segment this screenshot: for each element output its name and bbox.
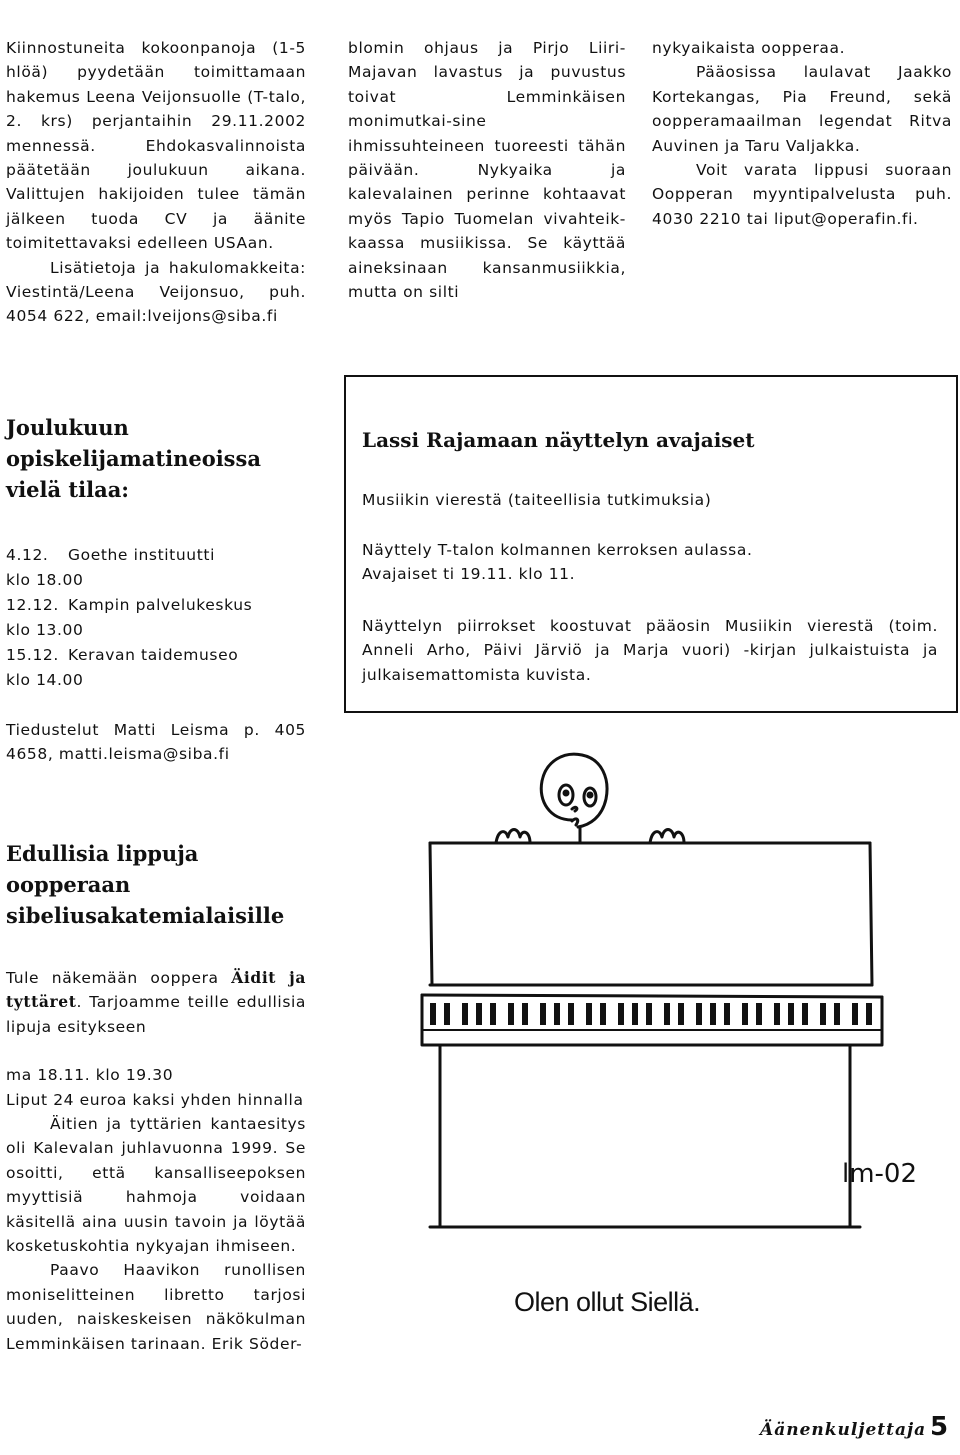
opera-modern-line: nykyaikaista oopperaa. [652, 39, 846, 57]
exhibition-description: Näyttelyn piirrokset koostuvat pääosin Musiikin vierestä (toim. Anneli Arho, Päivi Järviö ja Marja vuori) -kirjan julkaistuista ja julkaisemattomista kuvista. [362, 617, 938, 684]
cast-paragraph: Pääosissa laulavat Jaakko Kortekangas, Pia Freund, sekä oopperamaailman legendat Ritva Auvinen ja Taru Valjakka. [652, 63, 952, 155]
intro-column-1 [6, 36, 306, 329]
magazine-name: Äänenkuljettaja [760, 1420, 927, 1440]
schedule-row [6, 593, 306, 618]
tickets-title-line: Edullisia lippuja [6, 841, 199, 866]
right-hand [650, 830, 684, 844]
intro-column-2 [348, 36, 626, 304]
event-time: klo 13.00 [6, 621, 84, 639]
opera-review-paragraph: blomin ohjaus ja Pirjo Liiri-Majavan lavastus ja puvustus toivat Lemminkäisen monimutkai-sine ihmissuhteineen tuoreesti tähän päivään. Nykyaika ja kalevalainen perinne kohtaavat myös Tapio Tuomelan vivahteik-kaassa musiikissa. Se käyttää aineksinaan kansanmusiikkia, mutta on silti [348, 39, 626, 302]
exhibition-box [344, 375, 958, 713]
matinee-contact: Tiedustelut Matti Leisma p. 405 4658, matti.leisma@siba.fi [6, 721, 306, 764]
piano-illustration [400, 745, 920, 1355]
event-date: 4.12. [6, 546, 49, 564]
schedule-row [6, 543, 306, 568]
opera-name: Äidit ja tyttäret [6, 968, 306, 1012]
ticket-price: Liput 24 euroa kaksi yhden hinnalla [6, 1090, 304, 1109]
tickets-title-line: sibeliusakatemialaisille [6, 903, 285, 928]
event-place: Kampin palvelukeskus [68, 596, 253, 614]
drawing-caption: Olen ollut Siellä. [514, 1287, 701, 1317]
tickets-intro [6, 966, 306, 1039]
event-place: Keravan taidemuseo [68, 646, 239, 664]
left-hand [496, 830, 530, 844]
tickets-body [6, 966, 306, 1356]
premiere-paragraph: Äitien ja tyttärien kantaesitys oli Kalevalan juhlavuonna 1999. Se osoitti, että kansalliseepoksen myyttisiä hahmoja voidaan käsitellä aina uusin tavoin ja löytää kosketuskohtia nykyajan ihmiseen. [6, 1115, 306, 1256]
exhibition-location-line: Näyttely T-talon kolmannen kerroksen aulassa. [362, 541, 753, 559]
matinee-title [6, 412, 306, 505]
head-outline [541, 754, 607, 827]
intro-text: . Tarjoamme teille edullisia lipuja esitykseen [6, 993, 306, 1036]
intro-column-3 [652, 36, 952, 231]
matinee-section [6, 412, 306, 505]
piano-lower-body [440, 1045, 850, 1227]
intro-text: Tule näkemään ooppera [6, 969, 232, 987]
matinee-title-line: vielä tilaa: [6, 477, 130, 502]
tickets-title-line: oopperaan [6, 872, 131, 897]
exhibition-title: Lassi Rajamaan näyttelyn avajaiset [362, 428, 755, 452]
exhibition-location [362, 538, 752, 587]
exhibition-opening-line: Avajaiset ti 19.11. klo 11. [362, 565, 576, 584]
matinee-title-line: Joulukuun [6, 415, 129, 440]
event-time: klo 14.00 [6, 671, 84, 689]
event-date: 12.12. [6, 596, 59, 614]
exhibition-subtitle: Musiikin vierestä (taiteellisia tutkimuksia) [362, 491, 712, 509]
libretto-paragraph: Paavo Haavikon runollisen moniselitteinen libretto tarjosi uuden, naiskeskeisen näkökulman Lemminkäisen tarinaan. Erik Söder- [6, 1261, 306, 1353]
tickets-title [6, 838, 306, 931]
event-time: klo 18.00 [6, 571, 84, 589]
artist-signature: lm-02 [842, 1159, 918, 1189]
page-number: 5 [930, 1412, 949, 1442]
event-place: Goethe instituutti [68, 546, 215, 564]
piano-drawing [400, 745, 920, 1355]
matinee-schedule [6, 543, 306, 693]
schedule-row [6, 643, 306, 668]
piano-keys [422, 1003, 882, 1031]
booking-paragraph: Voit varata lippusi suoraan Oopperan myyntipalvelusta puh. 4030 2210 tai liput@operafin.fi. [652, 161, 952, 228]
application-paragraph: Kiinnostuneita kokoonpanoja (1-5 hlöä) pyydetään toimittamaan hakemus Leena Veijonsuolle (T-talo, 2. krs) perjantaihin 29.11.2002 mennessä. Ehdokasvalinnoista päätetään joulukuun aikana. Valittujen hakijoiden tulee tämän jälkeen tuoda CV ja äänite toimitettavaksi edelleen USAan. [6, 39, 306, 253]
matinee-title-line: opiskelijamatineoissa [6, 446, 261, 471]
contact-paragraph: Lisätietoja ja hakulomakkeita: Viestintä/Leena Veijonsuo, puh. 4054 622, email:lveijons@siba.fi [6, 258, 306, 326]
event-date: 15.12. [6, 646, 59, 664]
performance-time: ma 18.11. klo 19.30 [6, 1066, 174, 1085]
